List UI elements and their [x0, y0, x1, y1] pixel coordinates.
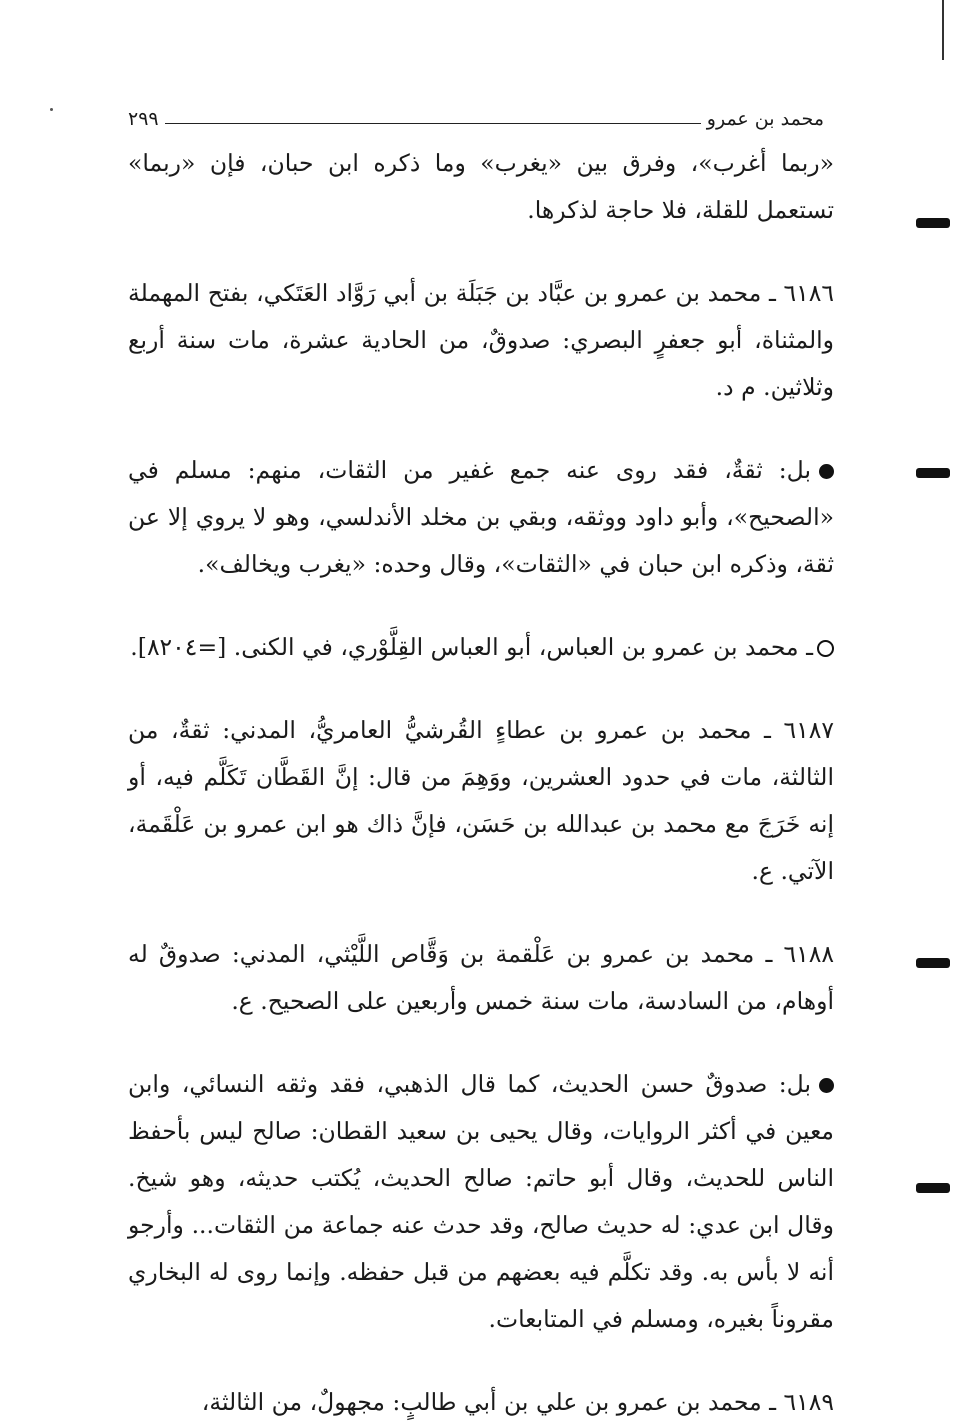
entry-6186	[128, 270, 834, 411]
binding-mark	[942, 0, 944, 60]
bullet-dot-icon	[819, 1078, 834, 1093]
running-title: محمد بن عمرو	[706, 108, 824, 130]
open-circle-icon	[817, 640, 834, 657]
bullet-dot-icon	[819, 464, 834, 479]
paragraph-text: بل: صدوقٌ حسن الحديث، كما قال الذهبي، فقد وثقه النسائي، وابن معين في أكثر الروايات، وقال يحيى بن سعيد القطان: صالح ليس بأحفظ الناس للحديث، وقال أبو حاتم: صالح الحديث، يُكتب حديثه، وهو شيخ. وقال ابن عدي: له حديث صالح، وقد حدث عنه جماعة من الثقات... وأرجو أنه لا بأس به. وقد تكلَّم فيه بعضهم من قبل حفظه. وإنما روى له البخاري مقروناً بغيره، ومسلم في المتابعات.	[128, 1070, 834, 1333]
header-rule	[165, 123, 701, 124]
commentary-paragraph	[128, 447, 834, 588]
page-body	[128, 140, 834, 1426]
page-header	[128, 100, 824, 130]
paragraph-text: ٦١٨٨ ـ محمد بن عمرو بن عَلْقمة بن وَقَّاص اللَّيْثي، المدني: صدوقٌ له أوهام، من السادسة، مات سنة خمس وأربعين على الصحيح. ع.	[128, 940, 834, 1015]
entry-6189	[128, 1379, 834, 1426]
paragraph-text: ٦١٨٩ ـ محمد بن عمرو بن علي بن أبي طالبٍ: مجهولٌ، من الثالثة،	[201, 1388, 834, 1416]
paragraph-text: بل: ثقةٌ، فقد روى عنه جمع غفير من الثقات، منهم: مسلم في «الصحيح»، وأبو داود ووثقه، وبقي بن مخلد الأندلسي، وهو لا يروي إلا عن ثقة، وذكره ابن حبان في «الثقات»، وقال وحده: «يغرب ويخالف».	[128, 456, 834, 578]
page-number: ٢٩٩	[128, 108, 159, 130]
scan-speck	[50, 108, 53, 111]
cross-reference-entry	[128, 624, 834, 671]
commentary-paragraph	[128, 1061, 834, 1343]
margin-tab-mark	[916, 1183, 950, 1193]
margin-tab-mark	[916, 218, 950, 228]
entry-6188	[128, 931, 834, 1025]
paragraph-text: ٦١٨٧ ـ محمد بن عمرو بن عطاءٍ القُرشيُّ العامريُّ، المدني: ثقةٌ، من الثالثة، مات في حدود العشرين، ووَهِمَ من قال: إنَّ القَطَّان تَكَلَّم فيه، أو إنه خَرَجَ مع محمد بن عبدالله بن حَسَن، فإنَّ ذاك هو ابن عمرو بن عَلْقَمة، الآتي. ع.	[128, 716, 834, 885]
margin-tab-mark	[916, 468, 950, 478]
paragraph-text: «ربما أغرب»، وفرق بين «يغرب» وما ذكره ابن حبان، فإن «ربما» تستعمل للقلة، فلا حاجة لذكرها.	[128, 149, 834, 224]
continuation-paragraph	[128, 140, 834, 234]
margin-tab-mark	[916, 958, 950, 968]
paragraph-text: ٦١٨٦ ـ محمد بن عمرو بن عبَّاد بن جَبَلَة بن أبي رَوَّاد العَتَكي، بفتح المهملة والمثناة، أبو جعفرٍ البصري: صدوقٌ، من الحادية عشرة، مات سنة أربع وثلاثين. م د.	[128, 279, 834, 401]
paragraph-text: ـ محمد بن عمرو بن العباس، أبو العباس القِلَّوْري، في الكنى. [=٨٢٠٤].	[130, 633, 813, 661]
entry-6187	[128, 707, 834, 895]
